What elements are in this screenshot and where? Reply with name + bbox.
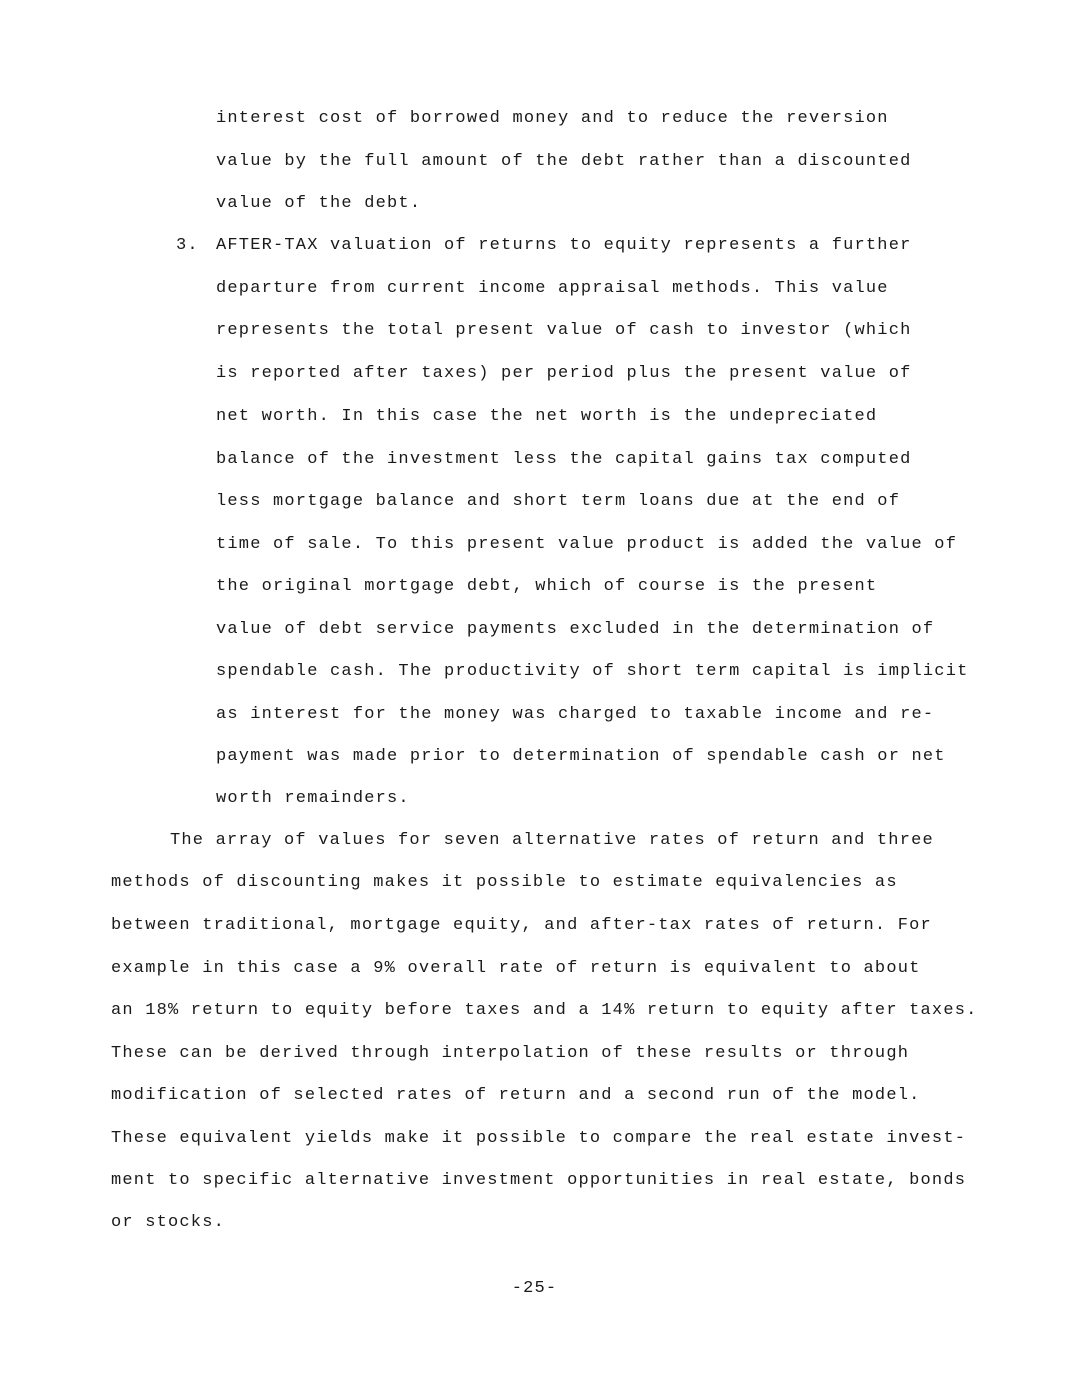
list-item-number: 3.	[176, 236, 199, 255]
item3-line: spendable cash. The productivity of short term capital is implicit	[216, 662, 969, 681]
paragraph-line: These equivalent yields make it possible to compare the real estate invest-	[111, 1129, 967, 1148]
item3-line: the original mortgage debt, which of course is the present	[216, 577, 878, 596]
item3-line: as interest for the money was charged to taxable income and re-	[216, 705, 935, 724]
paragraph-line: methods of discounting makes it possible to estimate equivalencies as	[111, 873, 898, 892]
item3-line: is reported after taxes) per period plus the present value of	[216, 364, 912, 383]
paragraph-line: an 18% return to equity before taxes and a 14% return to equity after taxes.	[111, 1001, 978, 1020]
paragraph-line: example in this case a 9% overall rate of return is equivalent to about	[111, 959, 921, 978]
item3-line: payment was made prior to determination of spendable cash or net	[216, 747, 946, 766]
continuation-line: value of the debt.	[216, 194, 422, 213]
item3-line: worth remainders.	[216, 789, 410, 808]
paragraph-line: modification of selected rates of return and a second run of the model.	[111, 1086, 921, 1105]
paragraph-line: or stocks.	[111, 1213, 226, 1232]
item3-line: represents the total present value of cash to investor (which	[216, 321, 912, 340]
item3-line: departure from current income appraisal methods. This value	[216, 279, 889, 298]
page-number: -25-	[511, 1279, 558, 1298]
item3-line: time of sale. To this present value product is added the value of	[216, 535, 958, 554]
paragraph-line: ment to specific alternative investment opportunities in real estate, bonds	[111, 1171, 967, 1190]
item3-line: value of debt service payments excluded in the determination of	[216, 620, 935, 639]
item3-line: balance of the investment less the capital gains tax computed	[216, 450, 912, 469]
paragraph-line: between traditional, mortgage equity, and after-tax rates of return. For	[111, 916, 932, 935]
continuation-line: value by the full amount of the debt rather than a discounted	[216, 152, 912, 171]
paragraph-first-line: The array of values for seven alternative rates of return and three	[170, 831, 934, 850]
paragraph-line: These can be derived through interpolation of these results or through	[111, 1044, 910, 1063]
item3-line: AFTER-TAX valuation of returns to equity represents a further	[216, 236, 912, 255]
continuation-line: interest cost of borrowed money and to reduce the reversion	[216, 109, 889, 128]
item3-line: net worth. In this case the net worth is the undepreciated	[216, 407, 878, 426]
item3-line: less mortgage balance and short term loans due at the end of	[216, 492, 901, 511]
